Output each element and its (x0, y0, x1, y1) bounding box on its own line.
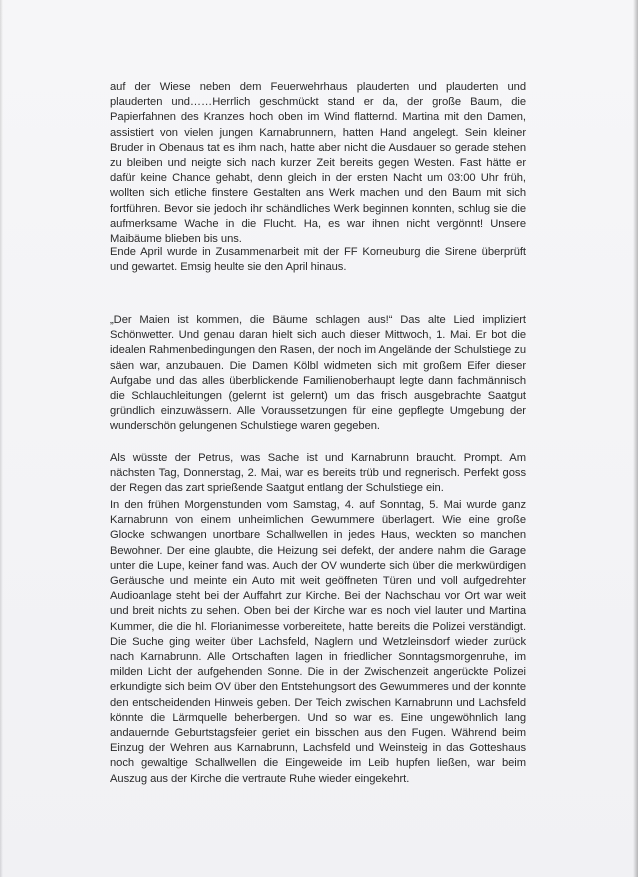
paragraph-text: Als wüsste der Petrus, was Sache ist und Karnabrunn braucht. Prompt. Am nächsten Tag, Donnerstag, 2. Mai, war es bereits trüb und regnerisch. Perfekt goss der Regen das zart sprießende Saatgut entlang der Schulstiege ein. (110, 452, 526, 495)
paragraph-maibaum (110, 80, 526, 247)
paragraph-regen (110, 451, 526, 497)
paragraph-text: auf der Wiese neben dem Feuerwehrhaus plauderten und plauderten und plauderten und……Herrlich geschmückt stand er da, der große Baum, die Papierfahnen des Kranzes hoch oben im Wind flatternd. Martina mit den Damen, assistiert von vielen jungen Karnabrunnern, hatten Hand angelegt. Sein kleiner Bruder in Obenaus tat es ihm nach, hatte aber nicht die Ausdauer so gerade stehen zu bleiben und neigte sich nach kurzer Zeit bereits gegen Westen. Fast hätte er dafür keine Chance gehabt, denn gleich in der ersten Nacht um 03:00 Uhr früh, wollten sich etliche finstere Gestalten ans Werk machen und den Baum mit sich fortführen. Bevor sie jedoch ihr schändliches Werk beginnen konnten, schlug sie die aufmerksame Wache in die Flucht. Ha, es war ihnen nicht vergönnt! Unsere Maibäume blieben bis uns. (110, 81, 526, 246)
paragraph-sirene (110, 245, 526, 275)
paragraph-rasen (110, 313, 526, 435)
page-shadow-right (633, 0, 638, 877)
paragraph-gewummere (110, 498, 526, 787)
page-shadow-left (0, 0, 3, 877)
paragraph-text: „Der Maien ist kommen, die Bäume schlagen aus!“ Das alte Lied impliziert Schönwetter. Und genau daran hielt sich auch dieser Mittwoch, 1. Mai. Er bot die idealen Rahmenbedingungen den Rasen, der noch im Angelände der Schulstiege zu säen war, anzubauen. Die Damen Kölbl widmeten sich mit großem Eifer dieser Aufgabe und das alles überblickende Familienoberhaupt legte dann fachmännisch die Schlauchleitungen (gelernt ist gelernt) um das frisch ausgebrachte Saatgut gründlich einzuwässern. Alle Voraussetzungen für eine gepflegte Umgebung der wunderschön gelungenen Schulstiege waren gegeben. (110, 314, 526, 433)
paragraph-text: In den frühen Morgenstunden vom Samstag, 4. auf Sonntag, 5. Mai wurde ganz Karnabrunn von einem unheimlichen Gewummere überlagert. Wie eine große Glocke schwangen unortbare Schallwellen in jedes Haus, weckten so manchen Bewohner. Der eine glaubte, die Heizung sei defekt, der andere nahm die Garage unter die Lupe, keiner fand was. Auch der OV wunderte sich über die merkwürdigen Geräusche und meinte ein Auto mit weit geöffneten Türen und voll aufgedrehter Audioanlage steht bei der Auffahrt zur Kirche. Bei der Nachschau vor Ort war weit und breit nichts zu sehen. Oben bei der Kirche war es noch viel lauter und Martina Kummer, die die hl. Florianimesse vorbereitete, hatte bereits die Polizei verständigt. Die Suche ging weiter über Lachsfeld, Naglern und Wetzleinsdorf wieder zurück nach Karnabrunn. Alle Ortschaften lagen in friedlicher Sonntagsmorgenruhe, im milden Licht der aufgehenden Sonne. Die in der Zwischenzeit angerückte Polizei erkundigte sich beim OV über den Entstehungsort des Gewummeres und der konnte den entscheidenden Hinweis geben. Der Teich zwischen Karnabrunn und Lachsfeld könnte die Lärmquelle beherbergen. Und so war es. Eine ungewöhnlich lang andauernde Geburtstagsfeier geriet ein bisschen aus den Fugen. Während beim Einzug der Wehren aus Karnabrunn, Lachsfeld und Weinsteig in das Gotteshaus noch gewaltige Schallwellen die Eingeweide im Leib hupfen ließen, war beim Auszug aus der Kirche die vertraute Ruhe wieder eingekehrt. (110, 499, 526, 785)
paragraph-text: Ende April wurde in Zusammenarbeit mit der FF Korneuburg die Sirene überprüft und gewartet. Emsig heulte sie den April hinaus. (110, 246, 526, 274)
